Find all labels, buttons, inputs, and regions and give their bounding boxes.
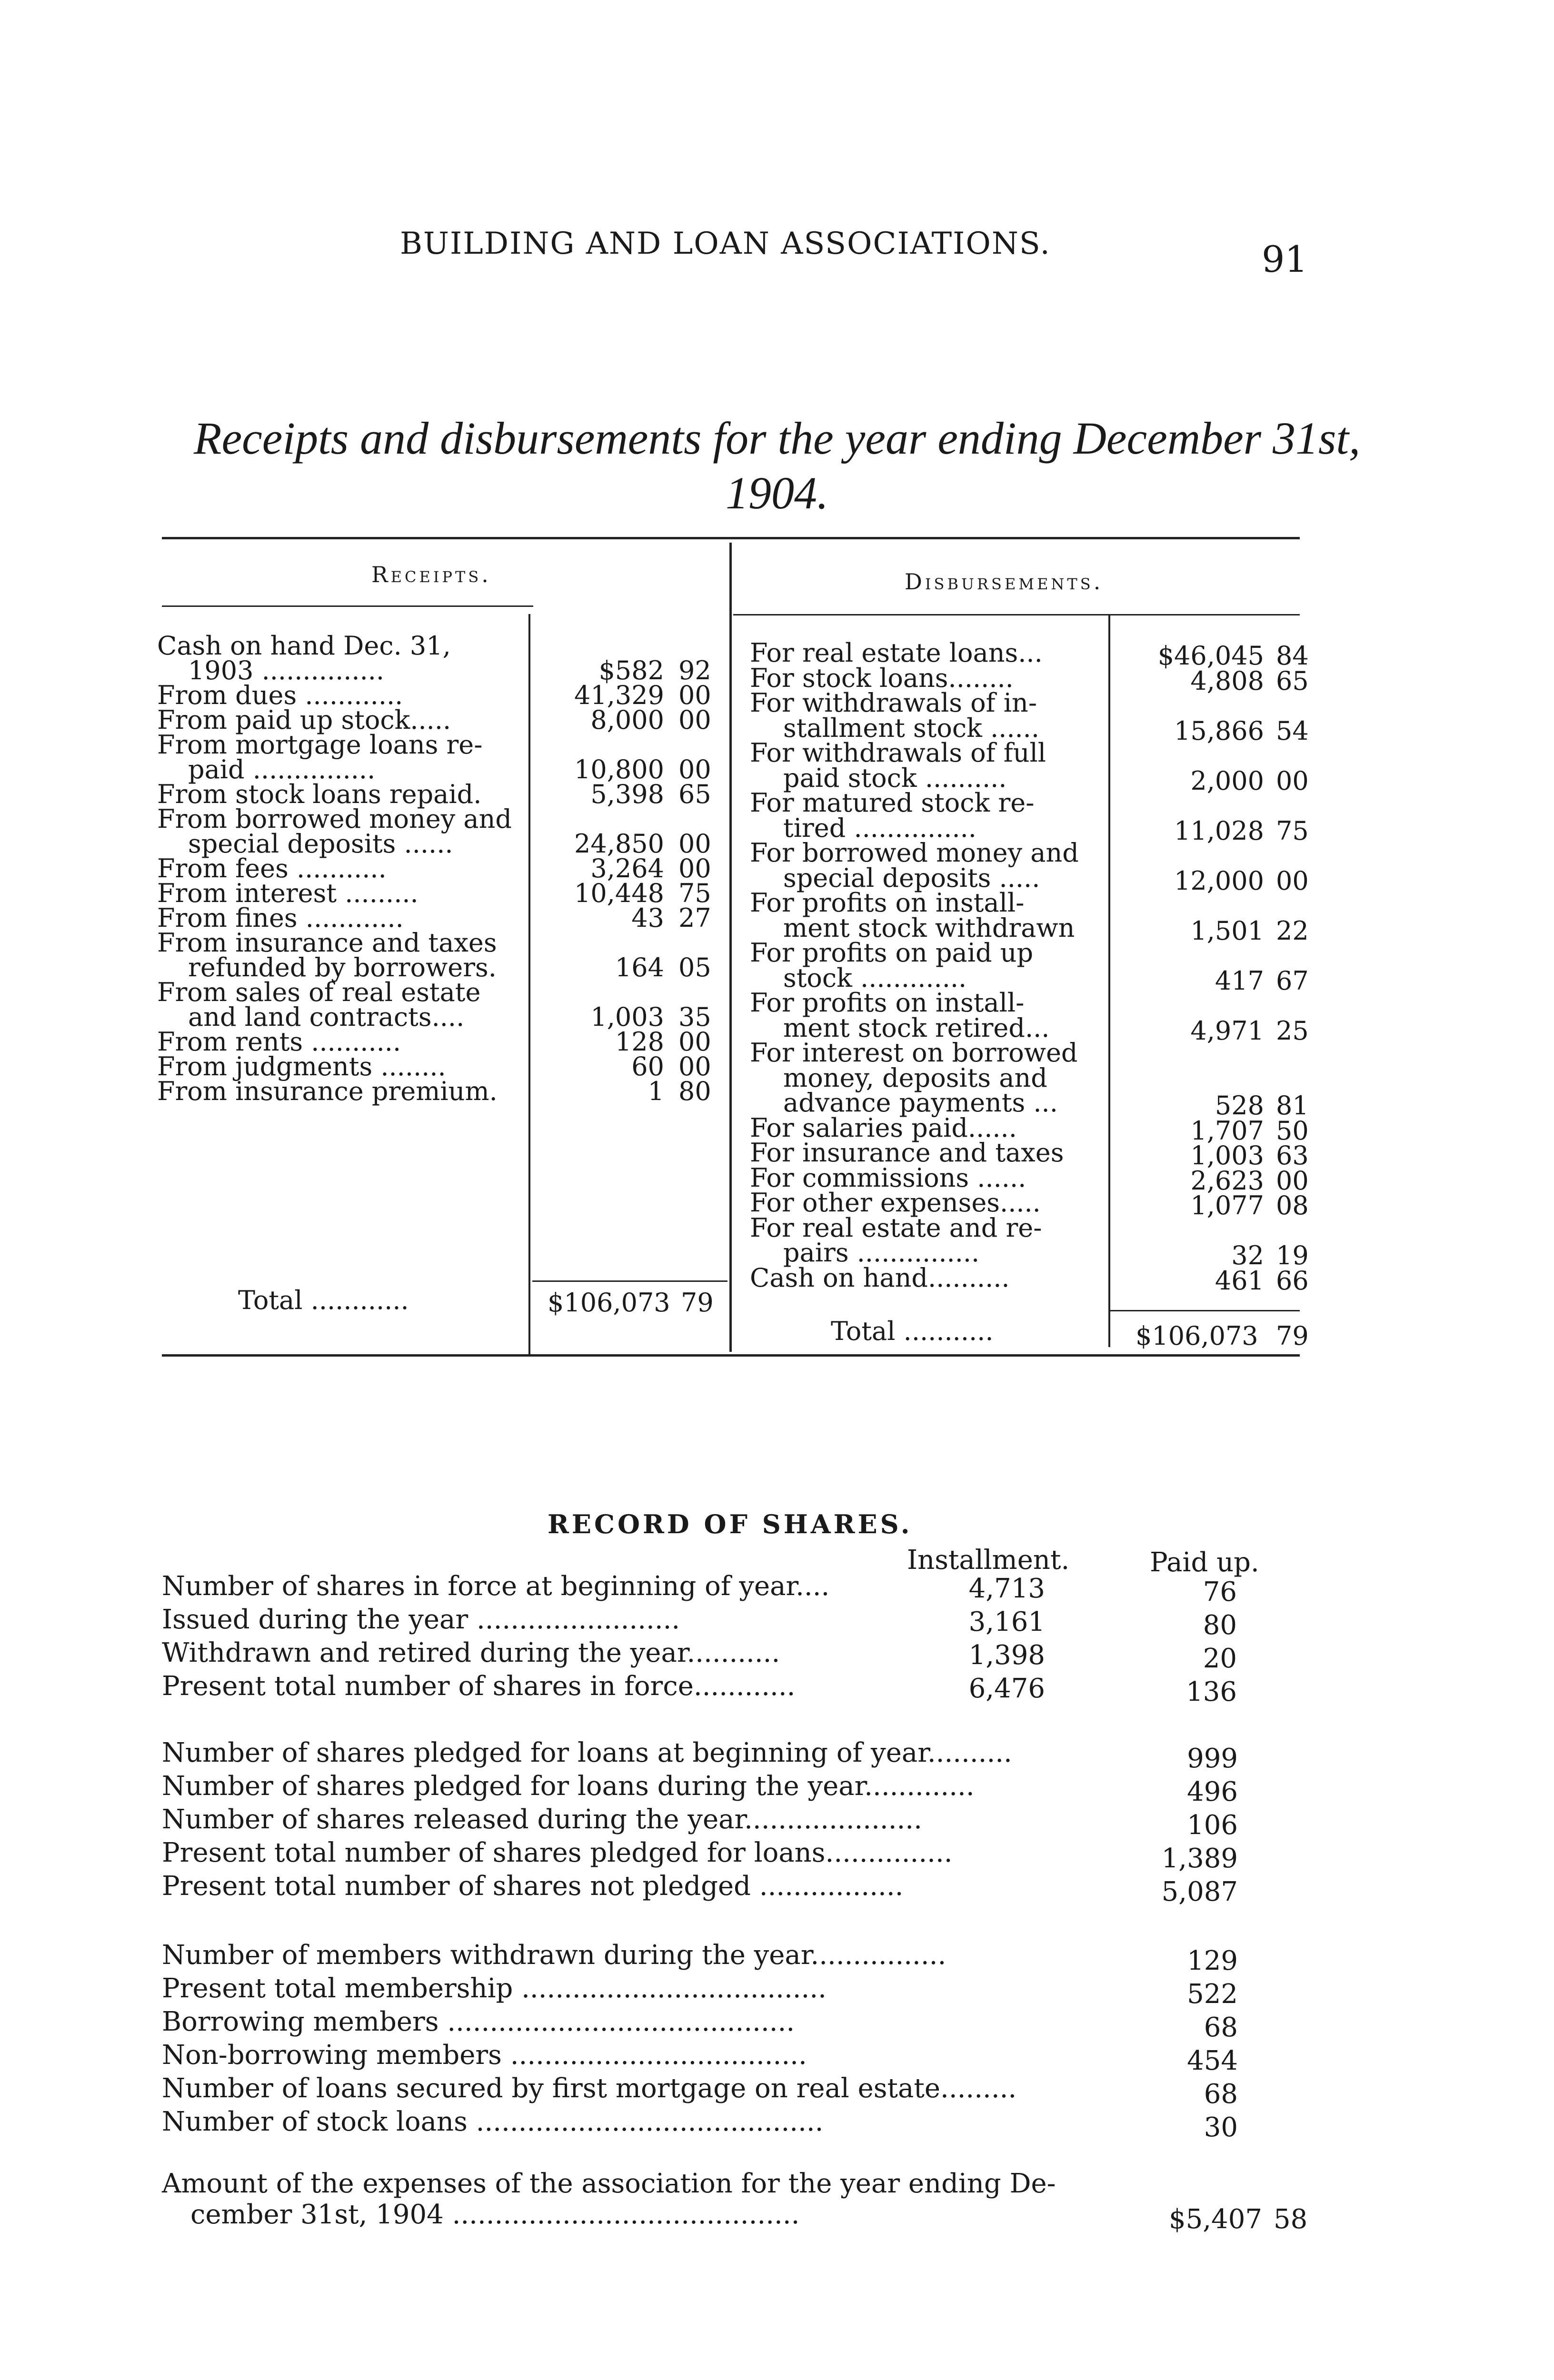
shares-row-label: Present total number of shares in force............	[162, 1671, 796, 1702]
receipt-label: From rents ...........	[157, 1027, 401, 1057]
disb-total-cents: 79	[1276, 1321, 1309, 1351]
receipt-dollars: 3,264	[590, 853, 664, 883]
disbursement-cents: 81	[1276, 1091, 1309, 1121]
disbursement-cents: 66	[1276, 1265, 1309, 1296]
receipt-cents: 00	[678, 1051, 711, 1081]
disbursement-label: ment stock withdrawn	[783, 912, 1075, 943]
shares-row-label: Borrowing members .........................................	[162, 2006, 795, 2037]
disbursement-cents: 19	[1276, 1240, 1309, 1270]
shares-row-label: Number of shares in force at beginning of year....	[162, 1571, 830, 1602]
receipt-dollars: $582	[598, 655, 664, 685]
shares-row-label: Number of shares pledged for loans during the year.............	[162, 1771, 975, 1802]
expenses-line-2: cember 31st, 1904 .........................................	[190, 2199, 800, 2230]
receipt-label: refunded by borrowers.	[188, 952, 497, 982]
receipts-total-cents: 79	[681, 1288, 714, 1318]
disbursement-cents: 00	[1276, 765, 1309, 796]
disbursement-dollars: 417	[1215, 965, 1264, 996]
expenses-cents: 58	[1274, 2204, 1308, 2235]
shares-title: RECORD OF SHARES.	[548, 1509, 913, 1539]
disbursement-label: For matured stock re-	[750, 788, 1035, 818]
disbursement-dollars: 1,003	[1190, 1140, 1264, 1170]
shares-row-label: Number of loans secured by first mortgage on real estate.........	[162, 2073, 1017, 2104]
receipt-dollars: 60	[631, 1051, 664, 1081]
receipt-label: From fees ...........	[157, 853, 387, 883]
shares-row-value: 30	[1204, 2112, 1238, 2143]
disbursement-label: For profits on paid up	[750, 938, 1034, 968]
disbursement-label: For profits on install-	[750, 888, 1025, 918]
shares-row-label: Number of shares pledged for loans at beginning of year..........	[162, 1737, 1012, 1768]
receipt-cents: 05	[678, 952, 711, 982]
disbursement-dollars: 1,501	[1190, 915, 1264, 946]
disbursement-cents: 00	[1276, 865, 1309, 896]
shares-installment-value: 1,398	[968, 1640, 1045, 1671]
disbursement-label: For profits on install-	[750, 988, 1025, 1018]
disbursement-cents: 08	[1276, 1190, 1309, 1220]
receipt-label: From sales of real estate	[157, 977, 481, 1007]
disbursement-label: Cash on hand..........	[750, 1262, 1010, 1293]
disbursement-label: For stock loans........	[750, 663, 1014, 693]
disbursement-label: For other expenses.....	[750, 1188, 1041, 1218]
receipts-amount-rule	[528, 614, 530, 1357]
shares-row-label: Issued during the year ........................	[162, 1604, 680, 1635]
receipt-dollars: 10,800	[574, 754, 664, 784]
receipt-dollars: 8,000	[590, 705, 664, 735]
receipt-cents: 00	[678, 853, 711, 883]
shares-row-label: Present total membership ....................................	[162, 1973, 827, 2004]
disbursement-cents: 63	[1276, 1140, 1309, 1170]
disbursement-label: For borrowed money and	[750, 838, 1079, 868]
disbursement-dollars: 528	[1215, 1091, 1264, 1121]
disb-amount-rule	[1108, 614, 1110, 1347]
receipt-cents: 80	[678, 1076, 711, 1106]
disbursement-cents: 25	[1276, 1015, 1309, 1046]
table-title: Receipts and disbursements for the year ending December 31st,	[193, 413, 1361, 464]
disb-head-rule	[733, 614, 1300, 615]
receipt-label: From fines ............	[157, 903, 404, 933]
receipt-cents: 65	[678, 779, 711, 809]
receipts-total-rule	[532, 1280, 727, 1282]
receipt-label: From interest .........	[157, 878, 418, 908]
receipts-heading: Receipts.	[371, 562, 491, 587]
shares-row-value: 68	[1204, 2012, 1238, 2043]
disbursement-dollars: 2,623	[1190, 1165, 1264, 1196]
receipt-cents: 35	[678, 1002, 711, 1032]
shares-row-value: 999	[1187, 1743, 1238, 1774]
disbursement-label: paid stock ..........	[783, 763, 1007, 793]
disbursement-label: For salaries paid......	[750, 1112, 1017, 1143]
disbursement-dollars: 12,000	[1174, 865, 1264, 896]
disbursement-label: stallment stock ......	[783, 713, 1039, 743]
receipt-label: paid ...............	[188, 754, 376, 784]
disbursement-label: For real estate and re-	[750, 1212, 1042, 1243]
receipt-dollars: 43	[631, 903, 664, 933]
shares-row-label: Number of shares released during the year.....................	[162, 1804, 922, 1835]
shares-row-value: 454	[1187, 2045, 1238, 2076]
receipt-dollars: 164	[615, 952, 664, 982]
disbursement-label: pairs ...............	[783, 1238, 980, 1268]
receipt-label: From judgments ........	[157, 1051, 446, 1081]
disb-total-dollars: $106,073	[1136, 1321, 1258, 1351]
receipt-cents: 27	[678, 903, 711, 933]
top-rule	[162, 537, 1300, 539]
receipts-total-label: Total ............	[238, 1285, 409, 1315]
receipt-cents: 00	[678, 705, 711, 735]
receipt-label: special deposits ......	[188, 829, 453, 859]
shares-paid-up-value: 20	[1203, 1643, 1237, 1674]
receipt-dollars: 24,850	[574, 829, 664, 859]
shares-row-label: Number of stock loans .........................................	[162, 2106, 824, 2137]
col-installment-header: Installment.	[907, 1545, 1070, 1576]
receipt-dollars: 1	[648, 1076, 664, 1106]
disbursement-dollars: 4,971	[1190, 1015, 1264, 1046]
receipt-cents: 00	[678, 680, 711, 710]
receipt-label: From dues ............	[157, 680, 403, 710]
disbursement-dollars: 461	[1215, 1265, 1264, 1296]
receipt-cents: 00	[678, 754, 711, 784]
bottom-rule	[162, 1354, 1300, 1357]
receipts-head-rule	[162, 605, 533, 607]
shares-row-label: Number of members withdrawn during the year................	[162, 1940, 946, 1971]
col-paid-up-header: Paid up.	[1150, 1547, 1259, 1578]
expenses-line-1: Amount of the expenses of the association for the year ending De-	[162, 2168, 1056, 2199]
receipt-dollars: 128	[615, 1027, 664, 1057]
receipt-label: From insurance and taxes	[157, 928, 497, 958]
disbursements-heading: Disbursements.	[905, 569, 1104, 595]
shares-row-label: Non-borrowing members ...................................	[162, 2040, 807, 2071]
disbursement-label: advance payments ...	[783, 1088, 1058, 1118]
receipt-label: From mortgage loans re-	[157, 730, 483, 760]
receipt-cents: 92	[678, 655, 711, 685]
center-divider	[729, 543, 732, 1352]
shares-paid-up-value: 80	[1203, 1610, 1237, 1641]
shares-paid-up-value: 76	[1203, 1577, 1237, 1607]
shares-row-value: 496	[1187, 1776, 1238, 1807]
disbursement-label: For withdrawals of full	[750, 738, 1046, 768]
receipt-dollars: 5,398	[590, 779, 664, 809]
disbursement-dollars: 4,808	[1190, 665, 1264, 696]
shares-row-label: Present total number of shares pledged for loans...............	[162, 1837, 953, 1868]
receipt-cents: 75	[678, 878, 711, 908]
disbursement-cents: 50	[1276, 1115, 1309, 1146]
shares-row-label: Withdrawn and retired during the year...........	[162, 1637, 780, 1668]
expenses-dollars: $5,407	[1169, 2204, 1262, 2235]
shares-row-value: 106	[1187, 1810, 1238, 1841]
disbursement-dollars: 15,866	[1174, 715, 1264, 746]
receipt-label: From insurance premium.	[157, 1076, 498, 1106]
receipts-total-dollars: $106,073	[548, 1288, 670, 1318]
receipt-label: and land contracts....	[188, 1002, 465, 1032]
shares-installment-value: 3,161	[968, 1606, 1045, 1637]
shares-row-label: Present total number of shares not pledged .................	[162, 1871, 904, 1902]
disb-total-rule	[1109, 1310, 1300, 1311]
shares-row-value: 129	[1187, 1945, 1238, 1976]
disbursement-dollars: $46,045	[1157, 641, 1264, 671]
disbursement-label: money, deposits and	[783, 1062, 1047, 1093]
disbursement-cents: 84	[1276, 641, 1309, 671]
disbursement-dollars: 11,028	[1174, 815, 1264, 846]
shares-row-value: 1,389	[1161, 1843, 1238, 1874]
receipt-label: Cash on hand Dec. 31,	[157, 631, 451, 661]
disbursement-label: For insurance and taxes	[750, 1138, 1064, 1168]
receipt-cents: 00	[678, 1027, 711, 1057]
table-title-year: 1904.	[726, 467, 828, 518]
disbursement-label: tired ...............	[783, 813, 976, 843]
disbursement-label: special deposits .....	[783, 863, 1040, 893]
disbursement-dollars: 32	[1231, 1240, 1264, 1270]
shares-installment-value: 6,476	[968, 1673, 1045, 1704]
disbursement-cents: 54	[1276, 715, 1309, 746]
disbursement-cents: 75	[1276, 815, 1309, 846]
page-number: 91	[1262, 238, 1308, 280]
disbursement-label: stock .............	[783, 962, 967, 993]
disbursement-label: For interest on borrowed	[750, 1038, 1078, 1068]
disbursement-dollars: 2,000	[1190, 765, 1264, 796]
disbursement-cents: 00	[1276, 1165, 1309, 1196]
receipt-label: From borrowed money and	[157, 804, 512, 834]
disbursement-label: ment stock retired...	[783, 1012, 1050, 1043]
receipt-cents: 00	[678, 829, 711, 859]
running-head: BUILDING AND LOAN ASSOCIATIONS.	[400, 226, 1051, 261]
disbursement-label: For commissions ......	[750, 1162, 1026, 1193]
shares-row-value: 68	[1204, 2079, 1238, 2110]
receipt-dollars: 1,003	[590, 1002, 664, 1032]
shares-paid-up-value: 136	[1186, 1676, 1237, 1707]
receipt-label: From stock loans repaid.	[157, 779, 482, 809]
disbursement-cents: 65	[1276, 665, 1309, 696]
shares-row-value: 522	[1187, 1979, 1238, 2010]
disbursement-label: For withdrawals of in-	[750, 688, 1037, 718]
shares-row-value: 5,087	[1161, 1876, 1238, 1907]
disbursement-label: For real estate loans...	[750, 638, 1043, 668]
disbursement-dollars: 1,707	[1190, 1115, 1264, 1146]
disbursement-cents: 22	[1276, 915, 1309, 946]
disbursement-dollars: 1,077	[1190, 1190, 1264, 1220]
disb-total-label: Total ...........	[831, 1316, 994, 1346]
shares-installment-value: 4,713	[968, 1573, 1045, 1604]
receipt-dollars: 10,448	[574, 878, 664, 908]
receipt-label: 1903 ...............	[188, 655, 385, 685]
receipt-label: From paid up stock.....	[157, 705, 451, 735]
disbursement-cents: 67	[1276, 965, 1309, 996]
receipt-dollars: 41,329	[574, 680, 664, 710]
